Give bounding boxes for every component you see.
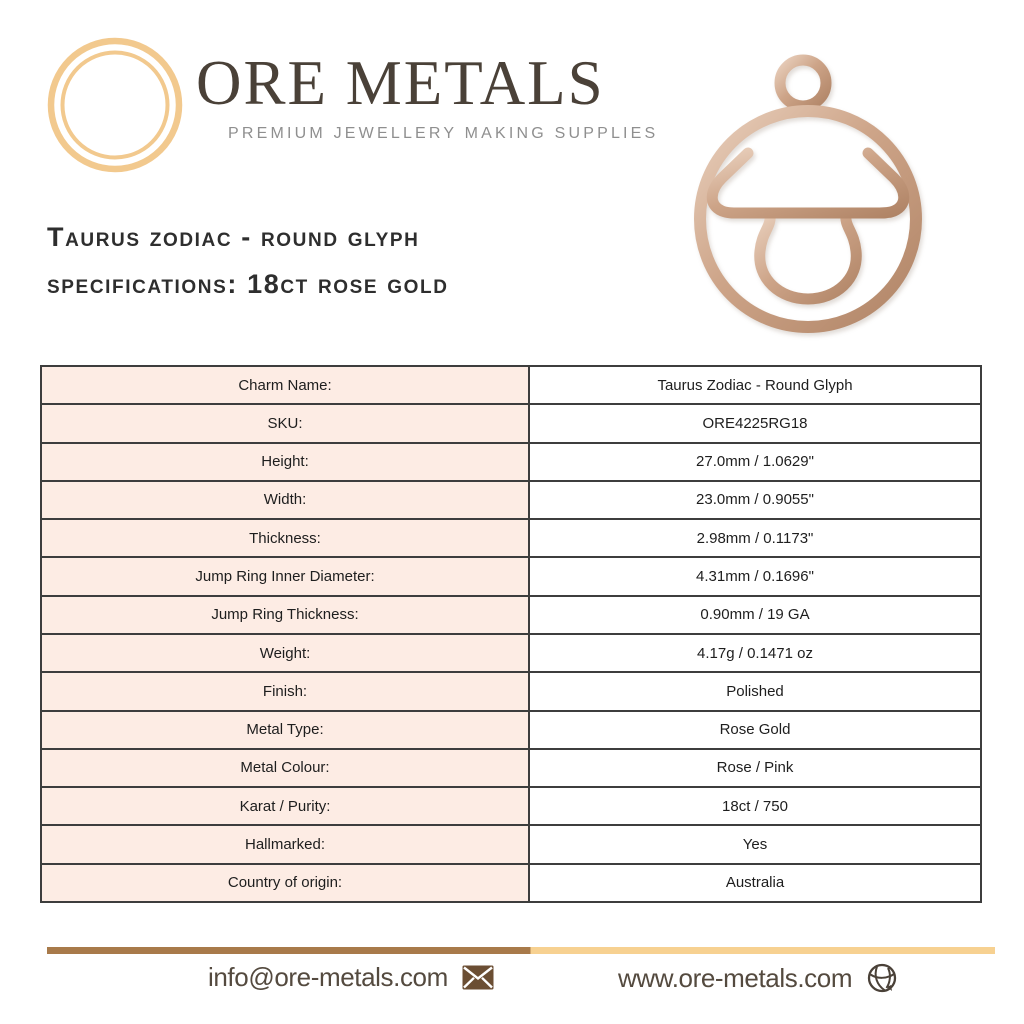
table-row — [41, 749, 981, 787]
row-value: 2.98mm / 0.1173" — [529, 519, 981, 557]
row-label: Metal Colour: — [41, 749, 529, 787]
row-value: Polished — [529, 672, 981, 710]
brand-name: ORE METALS — [196, 48, 605, 118]
brand-logo-rings-icon — [45, 35, 185, 175]
row-value: Taurus Zodiac - Round Glyph — [529, 366, 981, 404]
row-label: Finish: — [41, 672, 529, 710]
table-row — [41, 634, 981, 672]
table-row — [41, 787, 981, 825]
envelope-icon — [462, 965, 494, 990]
table-row — [41, 557, 981, 595]
table-row — [41, 596, 981, 634]
table-row — [41, 404, 981, 442]
table-row — [41, 481, 981, 519]
row-value: Australia — [529, 864, 981, 902]
table-row — [41, 711, 981, 749]
row-label: Height: — [41, 443, 529, 481]
row-value: Yes — [529, 825, 981, 863]
row-label: Hallmarked: — [41, 825, 529, 863]
globe-icon — [866, 962, 898, 994]
row-label: SKU: — [41, 404, 529, 442]
table-row — [41, 519, 981, 557]
row-label: Weight: — [41, 634, 529, 672]
jump-ring — [780, 60, 826, 106]
product-charm-image — [650, 35, 960, 345]
email-contact — [208, 962, 494, 993]
row-label: Width: — [41, 481, 529, 519]
row-label: Metal Type: — [41, 711, 529, 749]
row-label: Charm Name: — [41, 366, 529, 404]
footer-divider — [47, 947, 995, 954]
row-value: 0.90mm / 19 GA — [529, 596, 981, 634]
row-value: Rose / Pink — [529, 749, 981, 787]
row-value: 4.17g / 0.1471 oz — [529, 634, 981, 672]
table-row — [41, 825, 981, 863]
product-subtitle: specifications: 18ct rose gold — [47, 269, 449, 299]
website-link[interactable]: www.ore-metals.com — [618, 962, 853, 993]
brand-block — [196, 48, 666, 143]
row-value: 23.0mm / 0.9055" — [529, 481, 981, 519]
row-value: ORE4225RG18 — [529, 404, 981, 442]
email-link[interactable]: info@ore-metals.com — [208, 962, 448, 992]
footer-contact — [0, 962, 1024, 1008]
row-value: 27.0mm / 1.0629" — [529, 443, 981, 481]
table-row — [41, 443, 981, 481]
table-row — [41, 672, 981, 710]
product-title: Taurus zodiac - round glyph — [47, 222, 420, 252]
website-contact — [618, 962, 898, 994]
table-row — [41, 366, 981, 404]
row-label: Jump Ring Thickness: — [41, 596, 529, 634]
row-label: Thickness: — [41, 519, 529, 557]
brand-tagline: PREMIUM JEWELLERY MAKING SUPPLIES — [228, 125, 659, 142]
row-label: Jump Ring Inner Diameter: — [41, 557, 529, 595]
row-label: Country of origin: — [41, 864, 529, 902]
row-label: Karat / Purity: — [41, 787, 529, 825]
table-row — [41, 864, 981, 902]
spec-table-body — [41, 366, 981, 902]
spec-table — [40, 365, 982, 903]
row-value: Rose Gold — [529, 711, 981, 749]
row-value: 4.31mm / 0.1696" — [529, 557, 981, 595]
row-value: 18ct / 750 — [529, 787, 981, 825]
